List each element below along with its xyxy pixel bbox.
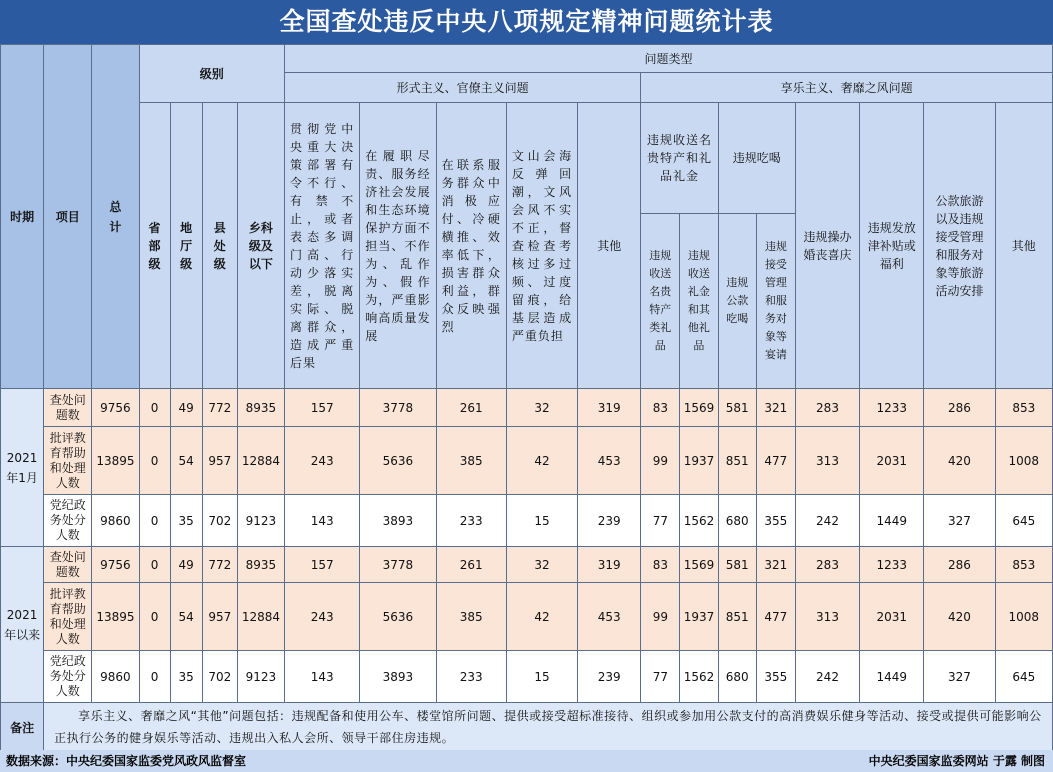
header-period: 时期 <box>1 45 44 389</box>
cell: 157 <box>285 547 360 583</box>
cell: 9860 <box>92 651 139 703</box>
header-formalism-col-other: 其他 <box>578 103 641 389</box>
header-subgroup-table <box>641 103 795 388</box>
cell: 313 <box>795 427 859 495</box>
cell: 3778 <box>360 547 436 583</box>
note-text: 享乐主义、奢靡之风“其他”问题包括：违规配备和使用公车、楼堂馆所问题、提供或接受超标准接待、组织或参加用公款支付的高消费娱乐健身等活动、接受或提供可能影响公正执行公务的健身娱乐等活动、违规出入私人会所、领导干部住房违规。 <box>44 703 1053 752</box>
cell: 99 <box>641 427 680 495</box>
header-dining-col-2 <box>757 213 795 388</box>
header-total-label: 总计 <box>109 199 122 234</box>
cell: 49 <box>170 547 202 583</box>
cell: 157 <box>285 389 360 427</box>
cell: 286 <box>924 389 995 427</box>
cell: 853 <box>995 389 1052 427</box>
cell: 2031 <box>860 583 924 651</box>
cell: 243 <box>285 427 360 495</box>
item-label: 批评教育帮助和处理人数 <box>44 583 92 651</box>
header-formalism-col-1: 贯彻党中央重大决策部署有令不行、有禁不止，或者表态多调门高、行动少落实差，脱离实际、脱离群众，造成严重后果 <box>285 103 360 389</box>
cell: 233 <box>436 651 506 703</box>
cell: 8935 <box>237 389 284 427</box>
cell: 1449 <box>860 651 924 703</box>
cell: 143 <box>285 651 360 703</box>
header-dining-col-1-label: 违规公款吃喝 <box>726 275 749 325</box>
header-total <box>92 45 139 389</box>
cell: 239 <box>578 495 641 547</box>
cell: 233 <box>436 495 506 547</box>
header-level-provincial <box>139 103 170 389</box>
header-formalism-col-3: 在联系服务群众中消极应付、冷硬横推、效率低下，损害群众利益，群众反映强烈 <box>436 103 506 389</box>
cell: 0 <box>139 547 170 583</box>
header-gift-group: 违规收送名贵特产和礼品礼金 <box>641 103 718 213</box>
cell: 9860 <box>92 495 139 547</box>
cell: 13895 <box>92 427 139 495</box>
item-label: 党纪政务处分人数 <box>44 495 92 547</box>
cell: 453 <box>578 583 641 651</box>
cell: 9756 <box>92 389 139 427</box>
cell: 0 <box>139 427 170 495</box>
cell: 1008 <box>995 427 1052 495</box>
header-problem-type: 问题类型 <box>285 45 1053 73</box>
data-source: 数据来源：中央纪委国家监委党风政风监督室 <box>6 754 247 768</box>
cell: 15 <box>506 495 577 547</box>
header-hedonism-col-wedding <box>795 103 859 389</box>
cell: 1569 <box>680 389 718 427</box>
cell: 83 <box>641 547 680 583</box>
cell: 49 <box>170 389 202 427</box>
cell: 1937 <box>680 583 718 651</box>
cell: 477 <box>756 583 795 651</box>
period-label: 2021年以来 <box>1 547 44 703</box>
cell: 2031 <box>860 427 924 495</box>
cell: 242 <box>795 651 859 703</box>
table-title: 全国查处违反中央八项规定精神问题统计表 <box>0 0 1053 44</box>
cell: 0 <box>139 389 170 427</box>
cell: 1008 <box>995 583 1052 651</box>
item-label: 党纪政务处分人数 <box>44 651 92 703</box>
cell: 1937 <box>680 427 718 495</box>
cell: 77 <box>641 651 680 703</box>
header-level-prefecture <box>170 103 202 389</box>
cell: 15 <box>506 651 577 703</box>
header-gift-col-1 <box>641 213 679 388</box>
cell: 54 <box>170 427 202 495</box>
cell: 32 <box>506 389 577 427</box>
cell: 853 <box>995 547 1052 583</box>
cell: 772 <box>202 389 237 427</box>
cell: 42 <box>506 427 577 495</box>
header-dining-col-1 <box>718 213 756 388</box>
cell: 1562 <box>680 651 718 703</box>
cell: 385 <box>436 427 506 495</box>
cell: 8935 <box>237 547 284 583</box>
header-level-provincial-label: 省部级 <box>148 220 161 271</box>
cell: 13895 <box>92 583 139 651</box>
cell: 35 <box>170 651 202 703</box>
cell: 1233 <box>860 547 924 583</box>
header-level-township-label: 乡科级及以下 <box>248 220 273 271</box>
cell: 0 <box>139 651 170 703</box>
cell: 54 <box>170 583 202 651</box>
cell: 321 <box>756 547 795 583</box>
header-item: 项目 <box>44 45 92 389</box>
cell: 0 <box>139 495 170 547</box>
cell: 83 <box>641 389 680 427</box>
cell: 957 <box>202 427 237 495</box>
cell: 680 <box>718 651 756 703</box>
cell: 1233 <box>860 389 924 427</box>
cell: 957 <box>202 583 237 651</box>
cell: 3893 <box>360 651 436 703</box>
header-hedonism-col-subsidy-label: 违规发放津补贴或福利 <box>867 220 916 271</box>
cell: 3893 <box>360 495 436 547</box>
cell: 645 <box>995 651 1052 703</box>
cell: 283 <box>795 547 859 583</box>
header-level-county-label: 县处级 <box>213 220 226 271</box>
cell: 680 <box>718 495 756 547</box>
cell: 327 <box>924 651 995 703</box>
credit-line: 中央纪委国家监委网站 于露 制图 <box>868 754 1045 768</box>
cell: 1562 <box>680 495 718 547</box>
period-label: 2021年1月 <box>1 389 44 547</box>
cell: 851 <box>718 583 756 651</box>
cell: 9123 <box>237 495 284 547</box>
cell: 261 <box>436 389 506 427</box>
cell: 702 <box>202 651 237 703</box>
cell: 420 <box>924 583 995 651</box>
cell: 242 <box>795 495 859 547</box>
header-gift-col-1-label: 违规收送名贵特产类礼品 <box>649 248 672 352</box>
header-level-county <box>202 103 237 389</box>
cell: 420 <box>924 427 995 495</box>
cell: 385 <box>436 583 506 651</box>
cell: 313 <box>795 583 859 651</box>
header-formalism: 形式主义、官僚主义问题 <box>285 73 641 103</box>
item-label: 查处问题数 <box>44 547 92 583</box>
cell: 35 <box>170 495 202 547</box>
cell: 3778 <box>360 389 436 427</box>
cell: 319 <box>578 547 641 583</box>
stats-table <box>0 44 1053 752</box>
cell: 12884 <box>237 583 284 651</box>
cell: 453 <box>578 427 641 495</box>
header-hedonism-col-travel-label: 公款旅游以及违规接受管理和服务对象等旅游活动安排 <box>935 193 984 298</box>
cell: 327 <box>924 495 995 547</box>
header-gift-col-2-label: 违规收送礼金和其他礼品 <box>687 248 710 352</box>
cell: 243 <box>285 583 360 651</box>
item-label: 查处问题数 <box>44 389 92 427</box>
cell: 477 <box>756 427 795 495</box>
cell: 77 <box>641 495 680 547</box>
cell: 319 <box>578 389 641 427</box>
cell: 143 <box>285 495 360 547</box>
header-dining-col-2-label: 违规接受管理和服务对象等宴请 <box>764 239 787 361</box>
cell: 355 <box>756 651 795 703</box>
cell: 851 <box>718 427 756 495</box>
note-label: 备注 <box>1 703 44 752</box>
header-formalism-col-4: 文山会海反弹回潮，文风会风不实不正，督查检查考核过多过频、过度留痕，给基层造成严重负担 <box>506 103 577 389</box>
header-hedonism-col-travel <box>924 103 995 389</box>
header-dining-group: 违规吃喝 <box>718 103 795 213</box>
header-level-prefecture-label: 地厅级 <box>180 220 193 271</box>
cell: 283 <box>795 389 859 427</box>
cell: 261 <box>436 547 506 583</box>
cell: 5636 <box>360 427 436 495</box>
header-hedonism-col-other: 其他 <box>995 103 1052 389</box>
cell: 0 <box>139 583 170 651</box>
header-level-group: 级别 <box>139 45 285 103</box>
cell: 32 <box>506 547 577 583</box>
cell: 321 <box>756 389 795 427</box>
header-hedonism-col-subsidy <box>860 103 924 389</box>
cell: 1449 <box>860 495 924 547</box>
cell: 772 <box>202 547 237 583</box>
item-label: 批评教育帮助和处理人数 <box>44 427 92 495</box>
cell: 1569 <box>680 547 718 583</box>
cell: 645 <box>995 495 1052 547</box>
footer-bar <box>0 750 1053 772</box>
cell: 239 <box>578 651 641 703</box>
header-gift-dining-block <box>641 103 796 389</box>
cell: 702 <box>202 495 237 547</box>
header-formalism-col-2: 在履职尽责、服务经济社会发展和生态环境保护方面不担当、不作为、乱作为、假作为，严重影响高质量发展 <box>360 103 436 389</box>
header-gift-col-2 <box>680 213 718 388</box>
cell: 581 <box>718 547 756 583</box>
cell: 5636 <box>360 583 436 651</box>
cell: 9756 <box>92 547 139 583</box>
header-hedonism: 享乐主义、奢靡之风问题 <box>641 73 1053 103</box>
header-level-township <box>237 103 284 389</box>
header-hedonism-col-wedding-label: 违规操办婚丧喜庆 <box>803 229 852 262</box>
cell: 286 <box>924 547 995 583</box>
cell: 355 <box>756 495 795 547</box>
cell: 99 <box>641 583 680 651</box>
cell: 581 <box>718 389 756 427</box>
cell: 42 <box>506 583 577 651</box>
cell: 12884 <box>237 427 284 495</box>
cell: 9123 <box>237 651 284 703</box>
